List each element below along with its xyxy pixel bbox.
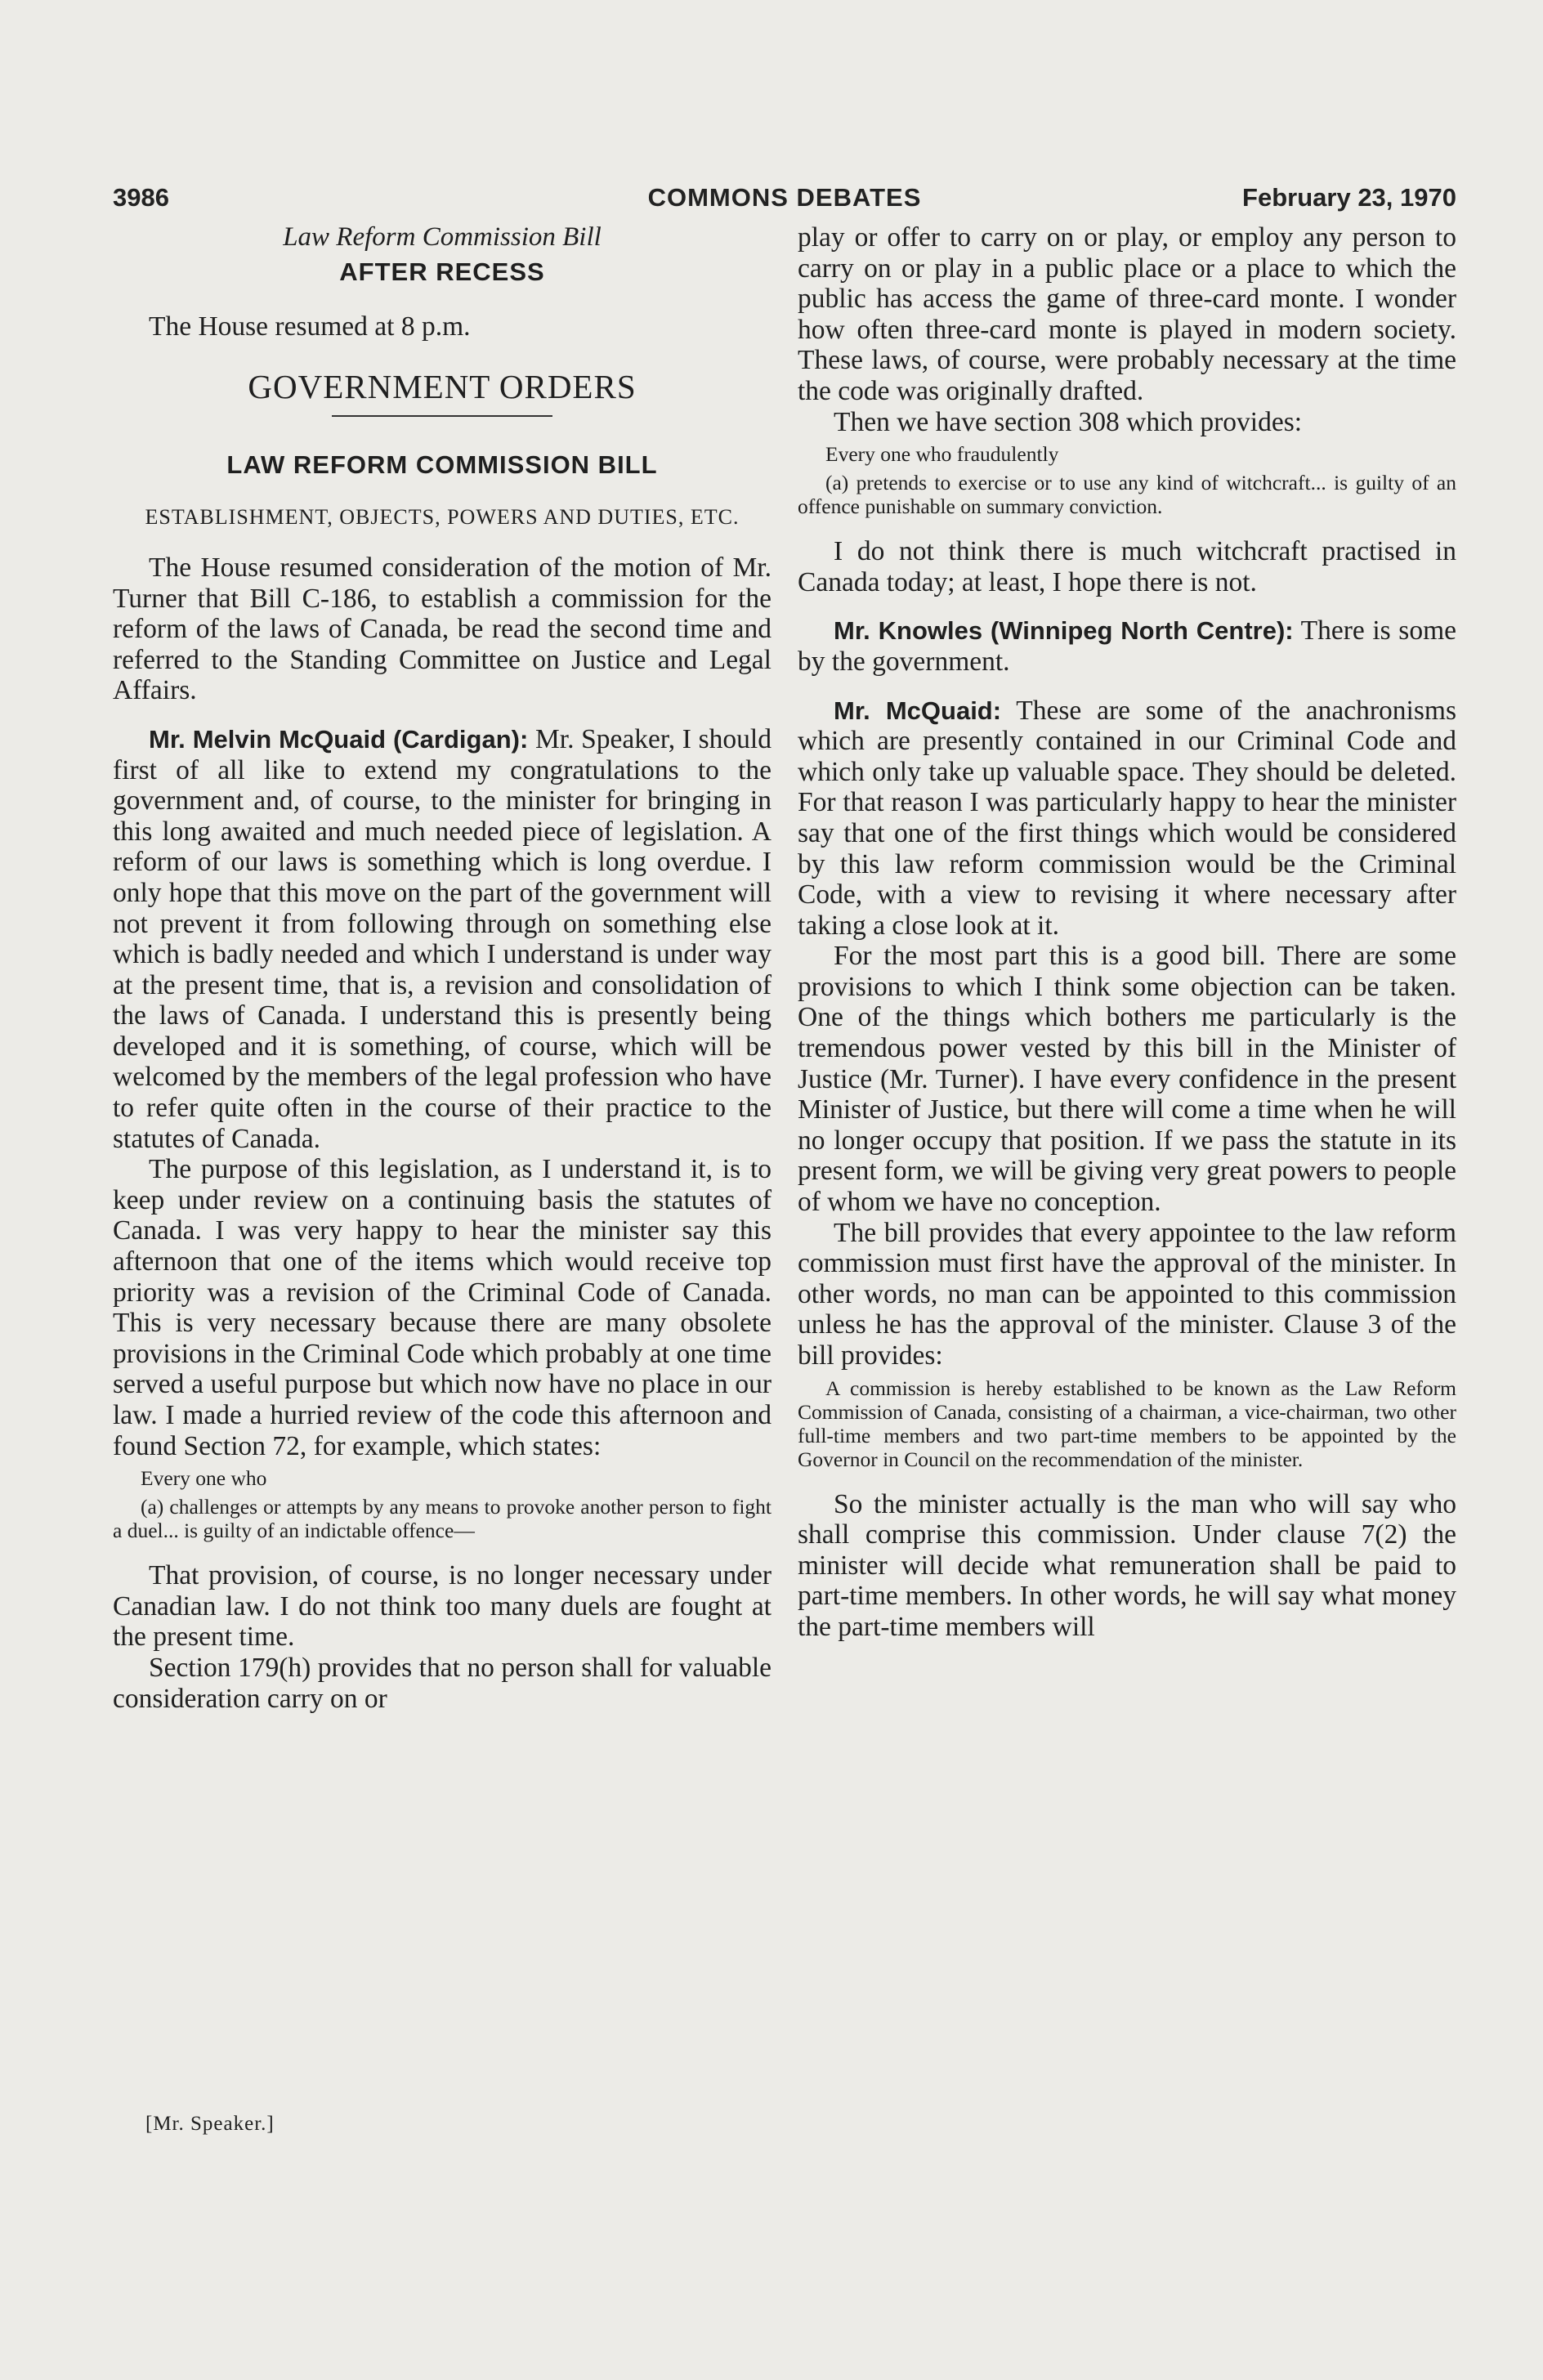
speaker-name: Mr. Knowles (Winnipeg North Centre): [834,616,1294,646]
after-recess-heading: AFTER RECESS [339,257,545,286]
quote-body: (a) challenges or attempts by any means to provoke another person to fight a duel... is guilty of an indictable offence— [113,1495,772,1543]
speech-text: There is some by the government. [798,615,1456,677]
quote-line: Every one who fraudulently [825,442,1059,467]
page-footer: [Mr. Speaker.] [145,2113,275,2135]
paragraph-witchcraft: I do not think there is much witchcraft practised in Canada today; at least, I hope there is not. [798,536,1456,597]
speaker-name: Mr. McQuaid: [834,696,1002,725]
speaker-name: Mr. Melvin McQuaid (Cardigan): [149,724,529,754]
speech-text: Mr. Speaker, I should first of all like to extend my congratulations to the government and, of course, to the minister for bringing in this long awaited and much needed piece of legislation. A reform of our laws is something which is long overdue. I only hope that this move on the part of the government will not prevent it from following through on something else which is badly needed and which I understand is under way at the present time, that is, a revision and consolidation of the laws of Canada. I understand this is presently being developed and it is something, of course, which will be welcomed by the members of the legal profession who have to refer quite often in the course of their practice to the statutes of Canada. [113,723,772,1154]
right-column [798,222,1456,1643]
quote-body: (a) pretends to exercise or to use any kind of witchcraft... is guilty of an offence punishable on summary conviction. [798,471,1456,519]
paragraph-good-bill: For the most part this is a good bill. There are some provisions to which I think some objection can be taken. One of the things which bothers me particularly is the tremendous power vested by this bill in the Minister of Justice (Mr. Turner). I have every confidence in the present Minister of Justice, but there will come a time when he will no longer occupy that position. If we pass the statute in its present form, we will be giving very great powers to people of whom we have no conception. [798,941,1456,1218]
section-rule [332,415,552,417]
paragraph-purpose: The purpose of this legislation, as I understand it, is to keep under review on a continuing basis the statutes of Canada. I was very happy to hear the minister say this afternoon that one of the items which would receive top priority was a revision of the Criminal Code of Canada. This is very necessary because there are many obsolete provisions in the Criminal Code which probably at one time served a useful purpose but which now have no place in our law. I made a hurried review of the code this afternoon and found Section 72, for example, which states: [113,1154,772,1461]
paragraph-knowles [798,615,1456,677]
paragraph-play: play or offer to carry on or play, or employ any person to carry on or play in a public place or a place to which the public has access the game of three-card monte. I wonder how often three-card monte is played in modern society. These laws, of course, were probably necessary at the time the code was originally drafted. [798,222,1456,406]
paragraph-mcquaid-opening [113,724,772,1154]
paragraph-consideration: The House resumed consideration of the motion of Mr. Turner that Bill C-186, to establish a commission for the reform of the laws of Canada, be read the second time and referred to the Standing Committee on Justice and Legal Affairs. [113,552,772,706]
paragraph-so-minister: So the minister actually is the man who will say who shall comprise this commission. Under clause 7(2) the minister will decide what remuneration shall be paid to part-time members. In other words, he will say what money the part-time members will [798,1488,1456,1642]
left-column [113,222,772,1714]
page-number: 3986 [113,183,169,212]
paragraph-section-308: Then we have section 308 which provides: [834,406,1303,437]
publication-title: COMMONS DEBATES [647,183,922,212]
page-header [113,183,1456,219]
paragraph-provision: That provision, of course, is no longer necessary under Canadian law. I do not think too many duels are fought at the present time. [113,1560,772,1653]
paragraph-appointee: The bill provides that every appointee to the law reform commission must first have the approval of the minister. In other words, no man can be appointed to this commission unless he has the approval of the minister. Clause 3 of the bill provides: [798,1217,1456,1371]
running-head: Law Reform Commission Bill [283,222,602,252]
paragraph-section-179: Section 179(h) provides that no person shall for valuable consideration carry on or [113,1652,772,1714]
section-title: GOVERNMENT ORDERS [248,367,637,405]
paragraph-mcquaid-reply [798,696,1456,942]
resumed-note: The House resumed at 8 p.m. [149,311,471,342]
bill-heading: LAW REFORM COMMISSION BILL [226,450,658,480]
speech-text: These are some of the anachronisms which are presently contained in our Criminal Code and which only take up valuable space. They should be deleted. For that reason I was particularly happy to hear the minister say that one of the first things which would be considered by this law reform commission would be the Criminal Code, with a view to revising it where necessary after taking a close look at it. [798,695,1456,941]
bill-subheading: ESTABLISHMENT, OBJECTS, POWERS AND DUTIES, ETC. [145,504,740,529]
quote-clause-3: A commission is hereby established to be known as the Law Reform Commission of Canada, consisting of a chairman, a vice-chairman, two other full-time members and two part-time members to be appointed by the Governor in Council on the recommendation of the minister. [798,1376,1456,1471]
publication-date: February 23, 1970 [1242,183,1456,212]
quote-line: Every one who [141,1466,267,1491]
